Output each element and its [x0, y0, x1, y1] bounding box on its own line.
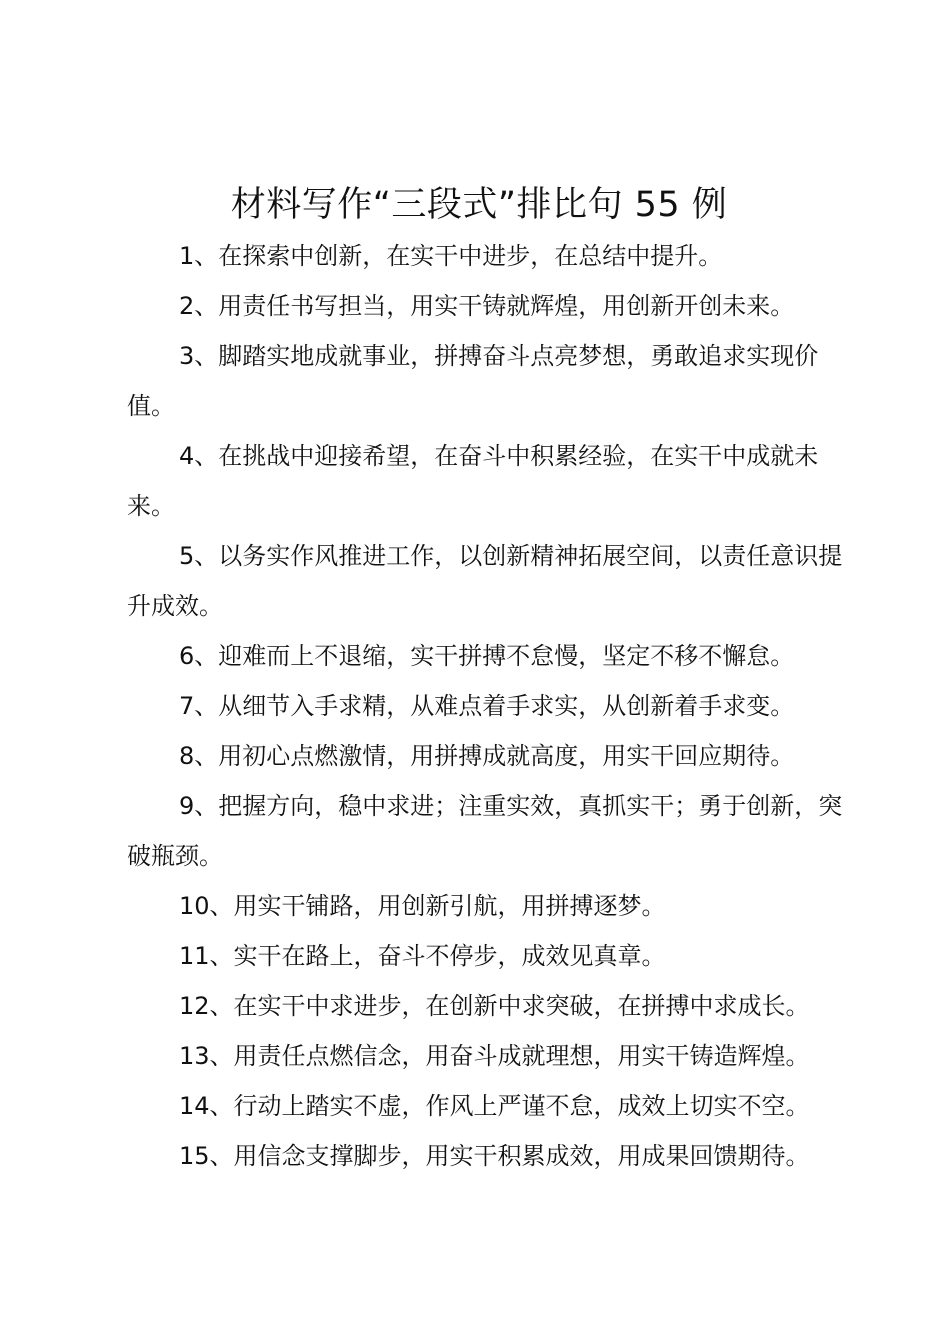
- list-item: 14、行动上踏实不虚，作风上严谨不怠，成效上切实不空。: [179, 1092, 810, 1120]
- phrase-list: [127, 231, 847, 1181]
- list-item: 6、迎难而上不退缩，实干拼搏不怠慢，坚定不移不懈怠。: [179, 642, 795, 670]
- list-item: 3、脚踏实地成就事业，拼搏奋斗点亮梦想，勇敢追求实现价值。: [127, 342, 819, 420]
- list-item: 7、从细节入手求精，从难点着手求实，从创新着手求变。: [179, 692, 795, 720]
- list-item: 2、用责任书写担当，用实干铸就辉煌，用创新开创未来。: [179, 292, 795, 320]
- list-item: 9、把握方向，稳中求进；注重实效，真抓实干；勇于创新，突破瓶颈。: [127, 792, 843, 870]
- list-item: 5、以务实作风推进工作，以创新精神拓展空间，以责任意识提升成效。: [127, 542, 843, 620]
- document-title: 材料写作“三段式”排比句 55 例: [230, 185, 728, 225]
- list-item: 15、用信念支撑脚步，用实干积累成效，用成果回馈期待。: [179, 1142, 810, 1170]
- list-item: 4、在挑战中迎接希望，在奋斗中积累经验，在实干中成就未来。: [127, 442, 819, 520]
- list-item: 10、用实干铺路，用创新引航，用拼搏逐梦。: [179, 892, 666, 920]
- list-item: 8、用初心点燃激情，用拼搏成就高度，用实干回应期待。: [179, 742, 795, 770]
- list-item: 12、在实干中求进步，在创新中求突破，在拼搏中求成长。: [179, 992, 810, 1020]
- list-item: 11、实干在路上，奋斗不停步，成效见真章。: [179, 942, 666, 970]
- list-item: 13、用责任点燃信念，用奋斗成就理想，用实干铸造辉煌。: [179, 1042, 810, 1070]
- list-item: 1、在探索中创新，在实干中进步，在总结中提升。: [179, 242, 723, 270]
